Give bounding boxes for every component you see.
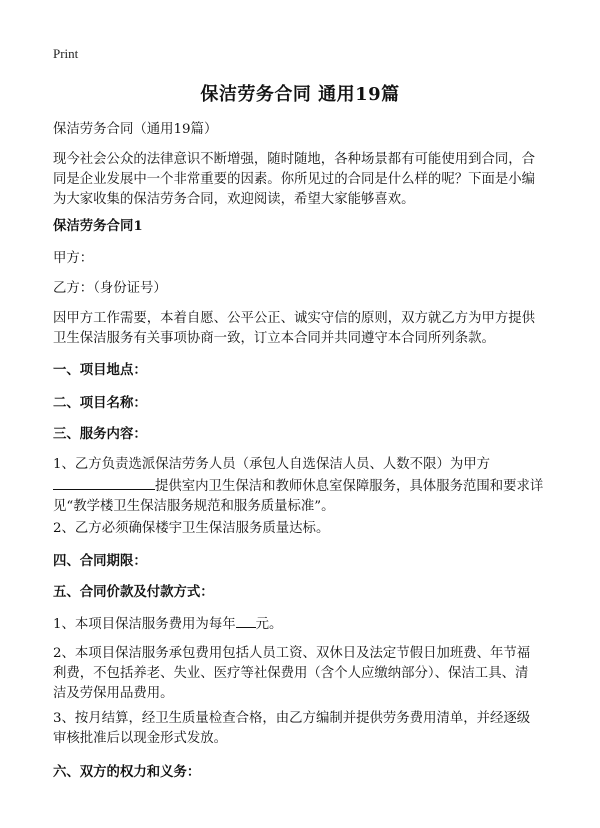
section-service-content: 三、服务内容： xyxy=(53,426,147,442)
payment-item-1-after: 元。 xyxy=(255,617,283,632)
party-b xyxy=(53,279,547,299)
section-project-name: 二、项目名称： xyxy=(53,395,147,411)
payment-item-1 xyxy=(53,613,547,635)
preamble-line: 卫生保洁服务有关事项协商一致，订立本合同并共同遵守本合同所列条款。 xyxy=(53,331,495,346)
payment-item-2-line: 2、本项目保洁服务承包费用包括人员工资、双休日及法定节假日加班费、年节福 xyxy=(53,646,531,661)
service-item-1-line2 xyxy=(53,475,547,497)
section-heading xyxy=(53,551,547,571)
section-heading xyxy=(53,582,547,602)
preamble-paragraph xyxy=(53,309,547,349)
section-heading xyxy=(53,762,547,782)
payment-item-2 xyxy=(53,644,547,704)
section-rights-obligations: 六、双方的权力和义务： xyxy=(53,764,201,780)
service-item-1-line2-text: 提供室内卫生保洁和教师休息室保障服务，具体服务范围和要求详 xyxy=(155,479,544,494)
intro-line: 同是企业发展中一个非常重要的因素。你所见过的合同是什么样的呢？下面是小编 xyxy=(53,172,536,187)
party-b-label: 乙方：（身份证号） xyxy=(53,281,167,296)
payment-item-2-line: 洁及劳保用品费用。 xyxy=(53,686,174,701)
section-heading xyxy=(53,424,547,444)
section-price-payment: 五、合同价款及付款方式： xyxy=(53,584,214,600)
service-item-1-line3: 见“教学楼卫生保洁服务规范和服务质量标准”。 xyxy=(53,499,335,514)
service-item-1-line1: 1、乙方负责选派保洁劳务人员（承包人自选保洁人员、人数不限）为甲方 xyxy=(53,457,491,472)
payment-item-3-line: 审核批准后以现金形式发放。 xyxy=(53,731,228,746)
subtitle xyxy=(53,120,547,140)
payment-item-2-line: 利费，不包括养老、失业、医疗等社保费用（含个人应缴纳部分）、保洁工具、清 xyxy=(53,666,529,681)
service-item-2 xyxy=(53,519,547,539)
section-heading xyxy=(53,360,547,380)
fill-in-blank xyxy=(236,613,256,628)
party-a-label: 甲方： xyxy=(53,251,94,266)
document-title: 保洁劳务合同 通用19篇 xyxy=(200,84,400,105)
payment-item-1-line xyxy=(53,613,547,635)
intro-line: 现今社会公众的法律意识不断增强，随时随地，各种场景都有可能使用到合同，合 xyxy=(53,152,536,167)
service-item-2-text: 2、乙方必须确保楼宇卫生保洁服务质量达标。 xyxy=(53,521,330,536)
section-contract-term: 四、合同期限： xyxy=(53,553,147,569)
section-heading xyxy=(53,393,547,413)
payment-item-1-before: 1、本项目保洁服务费用为每年 xyxy=(53,617,236,632)
preamble-line: 因甲方工作需要，本着自愿、公平公正、诚实守信的原则，双方就乙方为甲方提供 xyxy=(53,311,536,326)
party-a xyxy=(53,249,547,269)
print-link[interactable]: Print xyxy=(53,46,79,61)
payment-item-3-line: 3、按月结算，经卫生质量检查合格，由乙方编制并提供劳务费用清单，并经逐级 xyxy=(53,711,531,726)
intro-line: 为大家收集的保洁劳务合同，欢迎阅读，希望大家能够喜欢。 xyxy=(53,192,415,207)
payment-item-3 xyxy=(53,709,547,749)
contract-heading-text: 保洁劳务合同1 xyxy=(53,218,143,234)
intro-paragraph xyxy=(53,150,547,210)
section-project-location: 一、项目地点： xyxy=(53,362,147,378)
subtitle-text: 保洁劳务合同（通用19篇） xyxy=(53,122,218,137)
service-item-1 xyxy=(53,455,547,517)
fill-in-blank xyxy=(53,475,155,490)
contract-heading xyxy=(53,216,547,236)
